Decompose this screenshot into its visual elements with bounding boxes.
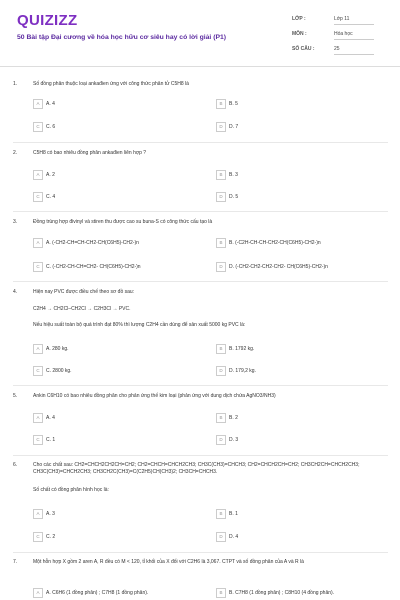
option-box: A bbox=[33, 238, 43, 248]
question-line: C2H4 → CH2Cl–CH2Cl → C2H3Cl → PVC. bbox=[33, 306, 131, 312]
divider bbox=[13, 455, 388, 456]
option-box: D bbox=[216, 262, 226, 272]
option-box: A bbox=[33, 509, 43, 519]
option-box: D bbox=[216, 192, 226, 202]
option-box: C bbox=[33, 366, 43, 376]
option-c[interactable] bbox=[33, 366, 72, 376]
meta-count bbox=[292, 46, 374, 55]
option-b[interactable] bbox=[216, 588, 334, 598]
option-label: B. 2 bbox=[229, 415, 238, 421]
option-box: C bbox=[33, 192, 43, 202]
question-number: 1. bbox=[13, 81, 18, 87]
divider bbox=[13, 281, 388, 282]
meta-label: LỚP : bbox=[292, 16, 306, 22]
meta-value: Lớp 11 bbox=[334, 16, 374, 25]
option-label: D. 4 bbox=[229, 534, 239, 540]
option-label: D. (-CH2-CH2-CH2-CH2- CH(C6H5)-CH2-)n bbox=[229, 264, 328, 270]
option-box: D bbox=[216, 366, 226, 376]
question-text: Đồng trùng hợp đivinyl và stiren thu được cao su buna-S có công thức cấu tạo là bbox=[33, 219, 213, 225]
option-d[interactable] bbox=[216, 532, 238, 542]
option-label: A. 4 bbox=[46, 101, 55, 107]
question-line: Số chất có đồng phân hình học là: bbox=[33, 487, 109, 493]
option-label: B. 5 bbox=[229, 101, 238, 107]
option-box: B bbox=[216, 588, 226, 598]
meta-subject bbox=[292, 31, 374, 40]
option-c[interactable] bbox=[33, 532, 55, 542]
option-box: A bbox=[33, 588, 43, 598]
option-box: A bbox=[33, 413, 43, 423]
option-a[interactable] bbox=[33, 238, 139, 248]
option-label: C. 6 bbox=[46, 124, 56, 130]
option-b[interactable] bbox=[216, 509, 238, 519]
option-c[interactable] bbox=[33, 122, 55, 132]
question-text: Hiện nay PVC được điều chế theo sơ đồ sau: bbox=[33, 289, 135, 295]
option-b[interactable] bbox=[216, 99, 238, 109]
option-d[interactable] bbox=[216, 122, 238, 132]
option-b[interactable] bbox=[216, 170, 238, 180]
option-a[interactable] bbox=[33, 509, 55, 519]
option-label: B. 3 bbox=[229, 172, 238, 178]
question-text: Số đồng phân thuộc loại ankađien ứng với công thức phân tử C5H8 là bbox=[33, 81, 189, 87]
option-label: D. 7 bbox=[229, 124, 239, 130]
option-a[interactable] bbox=[33, 413, 55, 423]
option-box: B bbox=[216, 509, 226, 519]
option-box: B bbox=[216, 413, 226, 423]
option-label: C. 2800 kg. bbox=[46, 368, 72, 374]
option-label: D. 5 bbox=[229, 194, 239, 200]
question-number: 3. bbox=[13, 219, 18, 225]
option-label: B. C7H8 (1 đồng phân) ; C8H10 (4 đồng phân). bbox=[229, 590, 335, 596]
worksheet-title: 50 Bài tập Đại cương về hóa học hữu cơ siêu hay có lời giải (P1) bbox=[17, 34, 227, 41]
meta-label: SỐ CÂU : bbox=[292, 46, 315, 52]
option-box: A bbox=[33, 99, 43, 109]
worksheet-header bbox=[0, 0, 400, 67]
meta-label: MÔN : bbox=[292, 31, 307, 37]
option-label: C. (-CH2-CH-CH=CH2- CH(C6H5)-CH2-)n bbox=[46, 264, 141, 270]
option-c[interactable] bbox=[33, 435, 55, 445]
option-box: B bbox=[216, 238, 226, 248]
option-label: B. 1792 kg. bbox=[229, 346, 255, 352]
option-a[interactable] bbox=[33, 588, 148, 598]
option-d[interactable] bbox=[216, 366, 256, 376]
option-box: A bbox=[33, 344, 43, 354]
question-number: 2. bbox=[13, 150, 18, 156]
option-a[interactable] bbox=[33, 99, 55, 109]
meta-value: Hóa học bbox=[334, 31, 374, 40]
option-box: D bbox=[216, 532, 226, 542]
option-box: C bbox=[33, 262, 43, 272]
option-b[interactable] bbox=[216, 238, 321, 248]
question-line: Nếu hiệu suất toàn bộ quá trình đạt 80% thì lượng C2H4 cần dùng để sản xuất 5000 kg PVC là: bbox=[33, 322, 246, 328]
option-label: A. (-CH2-CH=CH-CH2-CH(C6H5)-CH2-)n bbox=[46, 240, 139, 246]
question-number: 5. bbox=[13, 393, 18, 399]
question-text: Cho các chất sau: CH2=CHCH2CH2CH=CH2; CH2=CHCH=CHCH2CH3; CH3C(CH3)=CHCH3; CH2=CHCH2CH=CH2; CH3CH2CH=CHCH2CH3; CH3C(CH3)=CHCH2CH3; CH3CH2C(CH3)=C(C2H5)CH(CH3)2; CH3CH=CHCH3. bbox=[33, 462, 360, 475]
option-box: C bbox=[33, 532, 43, 542]
option-box: D bbox=[216, 435, 226, 445]
option-a[interactable] bbox=[33, 344, 69, 354]
option-box: B bbox=[216, 99, 226, 109]
option-label: C. 4 bbox=[46, 194, 56, 200]
option-b[interactable] bbox=[216, 413, 238, 423]
divider bbox=[13, 552, 388, 553]
question-number: 7. bbox=[13, 559, 18, 565]
option-box: C bbox=[33, 122, 43, 132]
option-label: A. 2 bbox=[46, 172, 55, 178]
divider bbox=[13, 142, 388, 143]
option-d[interactable] bbox=[216, 192, 238, 202]
meta-grade bbox=[292, 16, 374, 25]
quizizz-logo: QUIZIZZ bbox=[17, 12, 78, 29]
option-label: A. 280 kg. bbox=[46, 346, 69, 352]
option-c[interactable] bbox=[33, 262, 141, 272]
meta-value: 25 bbox=[334, 46, 374, 55]
option-b[interactable] bbox=[216, 344, 254, 354]
divider bbox=[13, 211, 388, 212]
question-text: Ankin C6H10 có bao nhiêu đồng phân cho phản ứng thế kim loại (phản ứng với dung dịch chứa AgNO3/NH3) bbox=[33, 393, 276, 399]
question-number: 4. bbox=[13, 289, 18, 295]
option-label: A. C6H6 (1 đồng phân) ; C7H8 (1 đồng phân). bbox=[46, 590, 149, 596]
option-label: C. 1 bbox=[46, 437, 56, 443]
option-box: D bbox=[216, 122, 226, 132]
option-label: B. (-C2H-CH-CH-CH2-CH(C6H5)-CH2-)n bbox=[229, 240, 321, 246]
question-text: Một hỗn hợp X gồm 2 aren A, R đều có M < 120, tỉ khối của X đối với C2H6 là 3,067. CTPT và số đồng phân của A và R là bbox=[33, 559, 304, 565]
option-d[interactable] bbox=[216, 435, 238, 445]
option-label: B. 1 bbox=[229, 511, 238, 517]
option-box: C bbox=[33, 435, 43, 445]
option-c[interactable] bbox=[33, 192, 55, 202]
option-label: D. 3 bbox=[229, 437, 239, 443]
option-box: B bbox=[216, 344, 226, 354]
option-a[interactable] bbox=[33, 170, 55, 180]
option-label: C. 2 bbox=[46, 534, 56, 540]
option-label: D. 179,2 kg. bbox=[229, 368, 256, 374]
option-box: B bbox=[216, 170, 226, 180]
option-box: A bbox=[33, 170, 43, 180]
divider bbox=[13, 385, 388, 386]
option-d[interactable] bbox=[216, 262, 328, 272]
question-number: 6. bbox=[13, 462, 18, 468]
option-label: A. 3 bbox=[46, 511, 55, 517]
option-label: A. 4 bbox=[46, 415, 55, 421]
question-text: C5H8 có bao nhiêu đồng phân ankađien liên hợp ? bbox=[33, 150, 147, 156]
